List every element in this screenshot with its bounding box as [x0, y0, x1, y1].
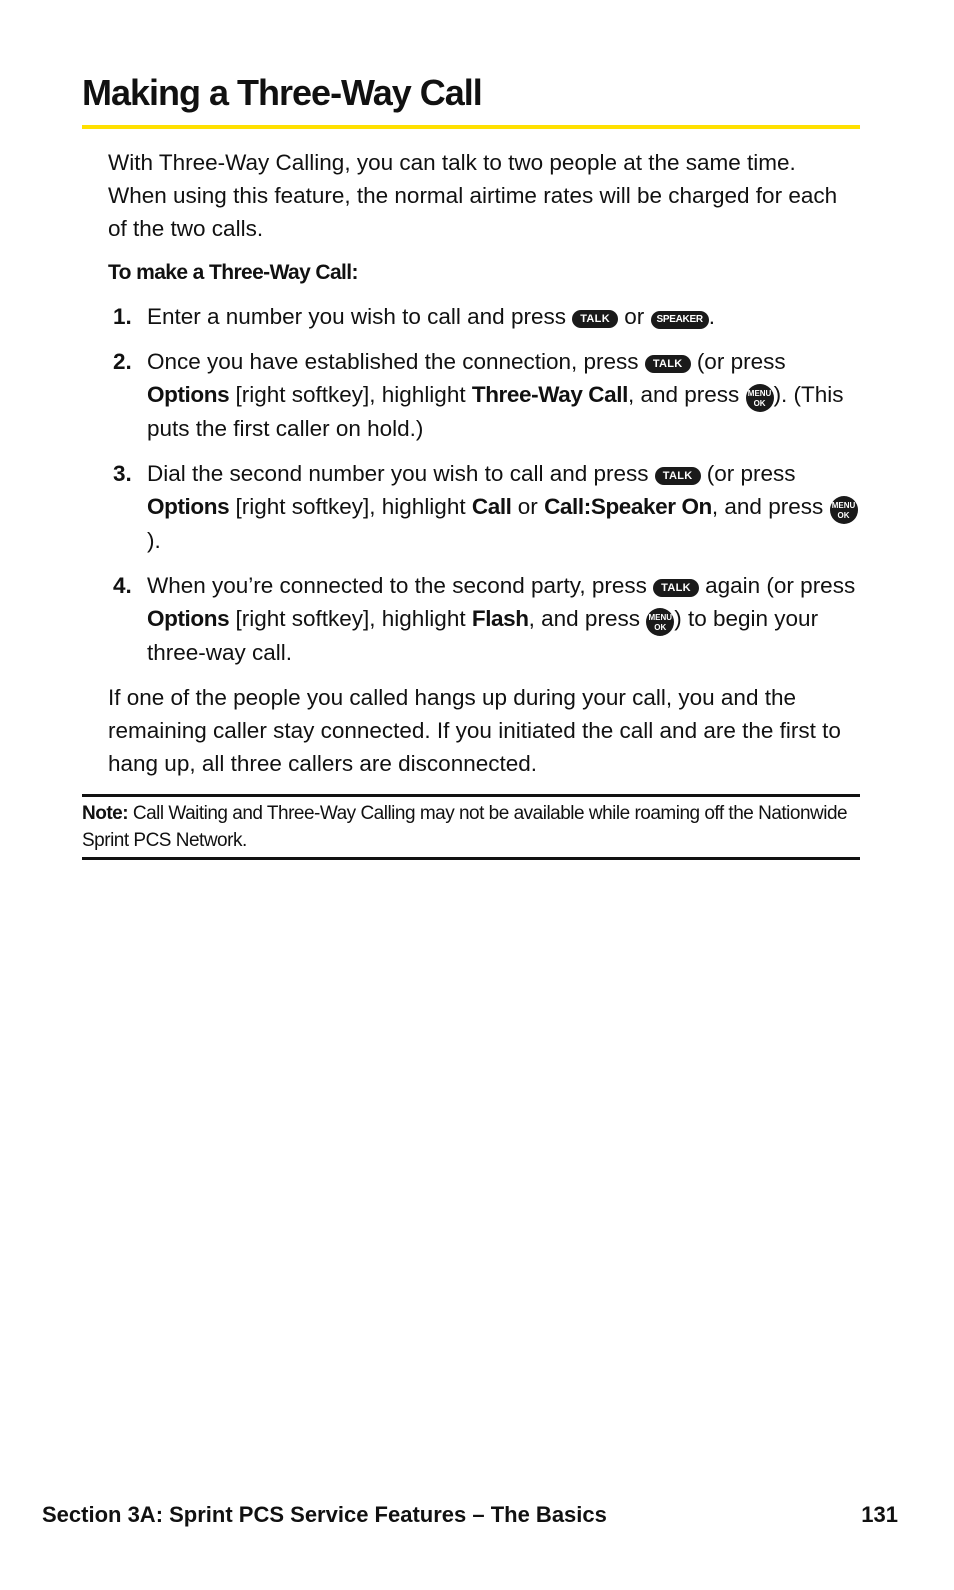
- speaker-key-icon: SPEAKER: [651, 311, 709, 329]
- step-number: 2.: [113, 349, 132, 374]
- step-number: 4.: [113, 573, 132, 598]
- menu-ok-key-icon: MENU OK: [746, 384, 774, 412]
- menu-option: Flash: [471, 606, 529, 631]
- page-number: 131: [861, 1502, 898, 1527]
- step-text: [right softkey], highlight: [235, 494, 466, 519]
- step-text: , and press: [711, 494, 824, 519]
- procedure-heading: To make a Three-Way Call:: [108, 261, 358, 284]
- step-text: (or press: [696, 349, 786, 374]
- title-underline: [82, 125, 860, 129]
- softkey-label: Options: [147, 382, 230, 407]
- step-text: again (or press: [705, 573, 856, 598]
- step-number: 3.: [113, 461, 132, 486]
- step-text: or: [517, 494, 538, 519]
- step-text: [right softkey], highlight: [235, 382, 466, 407]
- talk-key-icon: TALK: [572, 310, 618, 328]
- note-top-rule: [82, 794, 860, 797]
- intro-paragraph: With Three-Way Calling, you can talk to two people at the same time. When using this feature, the normal airtime rates will be charged for each of the two calls.: [108, 150, 838, 241]
- note-bottom-rule: [82, 857, 860, 860]
- step-text: , and press: [627, 382, 740, 407]
- step-text: ) to begin your three-way call.: [147, 606, 819, 665]
- note-box: [82, 800, 860, 854]
- step-3: [108, 457, 860, 557]
- step-4: [108, 569, 860, 669]
- menu-option: Call:Speaker On: [544, 494, 712, 519]
- step-number: 1.: [113, 304, 132, 329]
- talk-key-icon: TALK: [653, 579, 699, 597]
- step-text: (or press: [706, 461, 796, 486]
- steps-list: [108, 300, 860, 669]
- step-text: ). (This puts the first caller on hold.): [147, 382, 844, 441]
- page-title: Making a Three-Way Call: [82, 72, 482, 113]
- step-text: .: [708, 304, 716, 329]
- talk-key-icon: TALK: [645, 355, 691, 373]
- softkey-label: Options: [147, 494, 230, 519]
- softkey-label: Options: [147, 606, 230, 631]
- after-steps-paragraph: If one of the people you called hangs up during your call, you and the remaining caller stay connected. If you initiated the call and are the first to hang up, all three callers are disconnected.: [108, 685, 841, 776]
- step-text: When you’re connected to the second party, press: [147, 573, 647, 598]
- menu-ok-key-icon: MENU OK: [830, 496, 858, 524]
- footer-section-title: Section 3A: Sprint PCS Service Features – The Basics: [42, 1502, 607, 1527]
- step-text: Enter a number you wish to call and press: [147, 304, 566, 329]
- step-1: [108, 300, 860, 333]
- note-label: Note:: [82, 803, 129, 824]
- step-text: , and press: [528, 606, 640, 631]
- step-text: [right softkey], highlight: [235, 606, 466, 631]
- step-text: Once you have established the connection, press: [147, 349, 639, 374]
- main-content: [108, 146, 860, 791]
- menu-option: Three-Way Call: [471, 382, 628, 407]
- menu-ok-key-icon: MENU OK: [646, 608, 674, 636]
- talk-key-icon: TALK: [655, 467, 701, 485]
- step-text: Dial the second number you wish to call and press: [147, 461, 649, 486]
- menu-option: Call: [471, 494, 512, 519]
- step-text: ).: [147, 528, 161, 553]
- step-text: or: [624, 304, 645, 329]
- note-text: Call Waiting and Three-Way Calling may not be available while roaming off the Nationwide Sprint PCS Network.: [82, 803, 848, 851]
- step-2: [108, 345, 860, 445]
